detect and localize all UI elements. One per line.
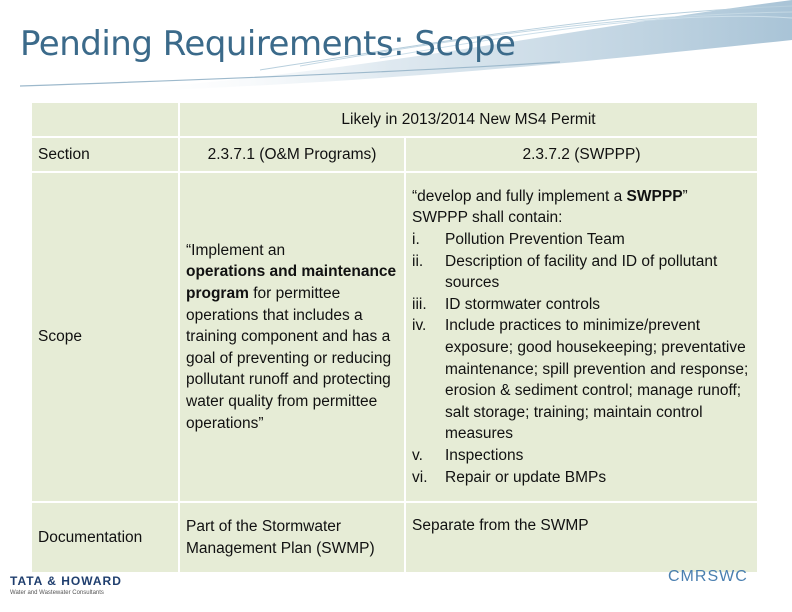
swppp-intro: [412, 186, 751, 208]
table-header-group-row: [32, 103, 757, 136]
table-row-scope: [32, 173, 757, 501]
list-item-text: Repair or update BMPs: [445, 468, 607, 486]
logo-left-sub: Water and Wastewater Consultants: [10, 590, 104, 596]
swppp-list: [412, 229, 751, 488]
list-item-num: iv.: [412, 317, 427, 335]
col-header-om: 2.3.7.1 (O&M Programs): [180, 138, 404, 171]
list-item-num: v.: [412, 446, 423, 464]
doc-om-cell: Part of the Stormwater Management Plan (SWMP): [180, 503, 404, 572]
tata-howard-logo: [10, 574, 130, 606]
list-item-text: Inspections: [445, 446, 524, 464]
list-item: [412, 251, 751, 294]
list-item-text: Include practices to minimize/prevent exposure; good housekeeping; preventative maintenance; spill prevention and response; erosion & sediment control; manage runoff; salt storage; training; maintain control measures: [445, 317, 749, 443]
cmrswc-logo: CMRSWC: [668, 568, 748, 585]
logo-left-name: TATA & HOWARD: [10, 574, 122, 588]
list-item-text: ID stormwater controls: [445, 295, 601, 313]
doc-swppp-cell: Separate from the SWMP: [406, 503, 757, 572]
scope-swppp-cell: [406, 173, 757, 501]
list-item: [412, 445, 751, 467]
scope-om-rest: for permittee operations that includes a training component and has a goal of preventing or reducing pollutant runoff and protecting water quality from permittee operations”: [186, 285, 392, 432]
swppp-intro-bold: SWPPP: [626, 187, 683, 205]
requirements-table: [30, 101, 759, 574]
list-item-num: vi.: [412, 468, 428, 486]
swppp-intro-a: “develop and fully implement a: [412, 187, 627, 205]
swppp-contain: SWPPP shall contain:: [412, 209, 563, 227]
col-header-section: Section: [32, 138, 178, 171]
row-label-scope: Scope: [32, 173, 178, 501]
page-title: Pending Requirements: Scope: [20, 24, 516, 64]
list-item-num: iii.: [412, 295, 427, 313]
scope-om-cell: [180, 173, 404, 501]
scope-om-quote-open: “Implement an: [186, 241, 286, 259]
list-item-text: Pollution Prevention Team: [445, 231, 625, 249]
table-row-documentation: [32, 503, 757, 572]
list-item: [412, 315, 751, 445]
list-item-num: ii.: [412, 252, 424, 270]
list-item-text: Description of facility and ID of pollutant sources: [445, 252, 718, 292]
scope-om-bold: operations and maintenance program: [186, 263, 397, 303]
table-column-header-row: [32, 138, 757, 171]
list-item: [412, 229, 751, 251]
row-label-documentation: Documentation: [32, 503, 178, 572]
list-item-num: i.: [412, 231, 420, 249]
header-group-cell: Likely in 2013/2014 New MS4 Permit: [180, 103, 757, 136]
col-header-swppp: 2.3.7.2 (SWPPP): [406, 138, 757, 171]
header-empty-cell: [32, 103, 178, 136]
list-item: [412, 467, 751, 489]
swppp-intro-c: ”: [682, 187, 688, 205]
list-item: [412, 294, 751, 316]
